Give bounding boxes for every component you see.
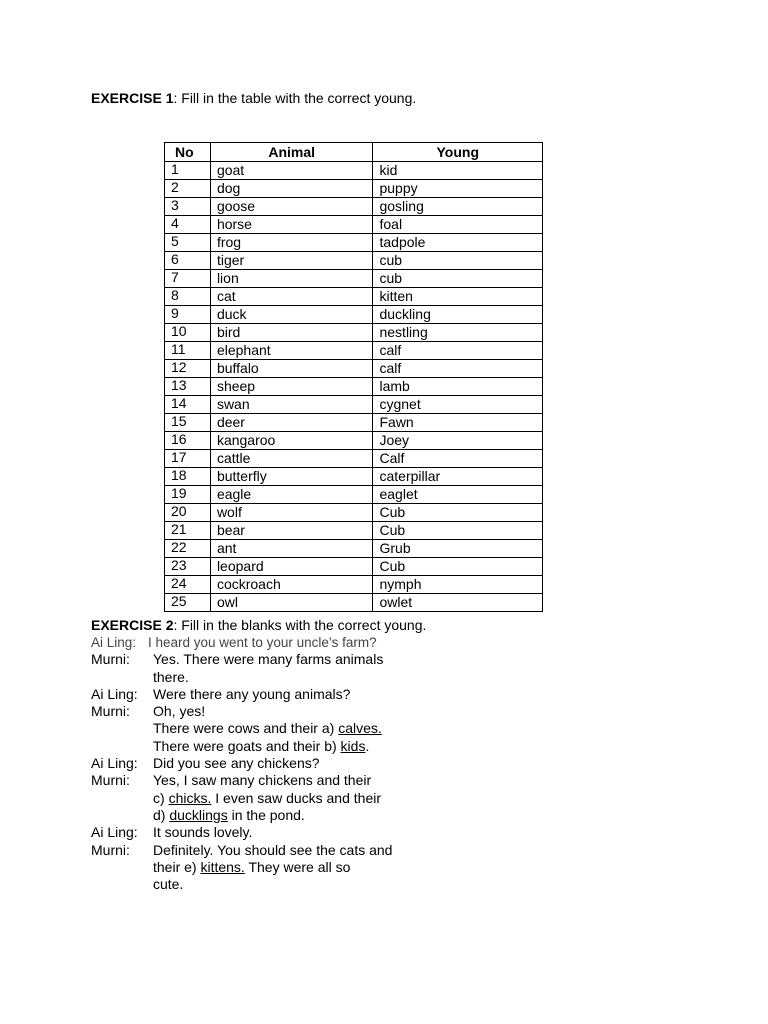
dialogue-fragment: in the pond. bbox=[227, 806, 305, 823]
dialogue-fragment: Definitely. You should see the cats and bbox=[153, 841, 393, 858]
young-cell: eaglet bbox=[373, 486, 543, 504]
animal-cell: bear bbox=[210, 522, 373, 540]
row-number: 20 bbox=[165, 504, 211, 522]
young-cell: nymph bbox=[373, 576, 543, 594]
answer-blank: calves. bbox=[338, 720, 382, 737]
dialogue-text bbox=[153, 686, 350, 703]
table-row bbox=[165, 504, 543, 522]
animal-cell: wolf bbox=[210, 504, 373, 522]
dialogue-text bbox=[153, 807, 305, 824]
dialogue-text bbox=[153, 790, 381, 807]
dialogue-text bbox=[153, 824, 252, 841]
dialogue bbox=[91, 634, 511, 893]
animal-cell: cockroach bbox=[210, 576, 373, 594]
young-cell: foal bbox=[373, 216, 543, 234]
animal-cell: sheep bbox=[210, 378, 373, 396]
dialogue-text bbox=[153, 669, 189, 686]
speaker-name: Ai Ling: bbox=[91, 755, 138, 772]
row-number: 3 bbox=[165, 198, 211, 216]
dialogue-line bbox=[91, 859, 511, 876]
dialogue-fragment: It sounds lovely. bbox=[153, 824, 253, 841]
dialogue-text bbox=[153, 703, 205, 720]
table-row bbox=[165, 180, 543, 198]
animal-cell: butterfly bbox=[210, 468, 373, 486]
table-row bbox=[165, 306, 543, 324]
table-row bbox=[165, 414, 543, 432]
row-number: 21 bbox=[165, 522, 211, 540]
animal-cell: kangaroo bbox=[210, 432, 373, 450]
speaker-name: Ai Ling: bbox=[91, 685, 138, 702]
animal-cell: cattle bbox=[210, 450, 373, 468]
young-animals-table bbox=[164, 142, 543, 612]
row-number: 9 bbox=[165, 306, 211, 324]
dialogue-text bbox=[153, 859, 350, 876]
table-row bbox=[165, 234, 543, 252]
young-cell: Cub bbox=[373, 522, 543, 540]
dialogue-text bbox=[153, 842, 392, 859]
table-row bbox=[165, 450, 543, 468]
dialogue-text bbox=[148, 634, 377, 651]
speaker-name: Murni: bbox=[91, 651, 130, 668]
animal-cell: lion bbox=[210, 270, 373, 288]
animal-cell: dog bbox=[210, 180, 373, 198]
speaker-name: Ai Ling: bbox=[91, 635, 137, 650]
row-number: 11 bbox=[165, 342, 211, 360]
dialogue-line bbox=[91, 703, 511, 720]
exercise-1-instruction: : Fill in the table with the correct young. bbox=[173, 90, 417, 106]
young-cell: cygnet bbox=[373, 396, 543, 414]
animal-cell: deer bbox=[210, 414, 373, 432]
young-cell: owlet bbox=[373, 594, 543, 612]
table-row bbox=[165, 198, 543, 216]
dialogue-fragment: I even saw ducks and their bbox=[211, 789, 382, 806]
animal-cell: buffalo bbox=[210, 360, 373, 378]
header-young: Young bbox=[373, 143, 543, 162]
young-cell: tadpole bbox=[373, 234, 543, 252]
dialogue-text bbox=[153, 876, 183, 893]
young-cell: calf bbox=[373, 360, 543, 378]
young-cell: Fawn bbox=[373, 414, 543, 432]
exercise-1-title bbox=[91, 90, 416, 106]
header-no: No bbox=[165, 143, 211, 162]
speaker-name: Murni: bbox=[91, 703, 130, 720]
young-cell: Grub bbox=[373, 540, 543, 558]
speaker-name: Murni: bbox=[91, 841, 130, 858]
table-row bbox=[165, 270, 543, 288]
table-row bbox=[165, 558, 543, 576]
dialogue-text bbox=[153, 755, 320, 772]
animal-cell: horse bbox=[210, 216, 373, 234]
table-row bbox=[165, 594, 543, 612]
row-number: 15 bbox=[165, 414, 211, 432]
dialogue-line bbox=[91, 634, 511, 651]
dialogue-fragment: Oh, yes! bbox=[153, 703, 206, 720]
row-number: 17 bbox=[165, 450, 211, 468]
dialogue-fragment: . bbox=[365, 737, 370, 754]
table-row bbox=[165, 396, 543, 414]
row-number: 7 bbox=[165, 270, 211, 288]
row-number: 5 bbox=[165, 234, 211, 252]
exercise-2-instruction: : Fill in the blanks with the correct young. bbox=[173, 617, 427, 633]
answer-blank: chicks. bbox=[168, 789, 212, 806]
dialogue-line bbox=[91, 824, 511, 841]
dialogue-fragment: Yes. There were many farms animals bbox=[153, 651, 384, 668]
dialogue-text bbox=[153, 720, 382, 737]
dialogue-fragment: c) bbox=[153, 789, 169, 806]
dialogue-line bbox=[91, 651, 511, 668]
speaker-name: Ai Ling: bbox=[91, 824, 138, 841]
table-row bbox=[165, 486, 543, 504]
row-number: 1 bbox=[165, 162, 211, 180]
answer-blank: ducklings bbox=[169, 806, 228, 823]
row-number: 6 bbox=[165, 252, 211, 270]
animal-cell: cat bbox=[210, 288, 373, 306]
young-cell: Calf bbox=[373, 450, 543, 468]
table-row bbox=[165, 432, 543, 450]
table-row bbox=[165, 216, 543, 234]
animal-cell: owl bbox=[210, 594, 373, 612]
young-cell: Cub bbox=[373, 558, 543, 576]
young-cell: Joey bbox=[373, 432, 543, 450]
row-number: 2 bbox=[165, 180, 211, 198]
table-body bbox=[165, 162, 543, 612]
table-header-row bbox=[165, 143, 543, 162]
table-row bbox=[165, 378, 543, 396]
animal-cell: bird bbox=[210, 324, 373, 342]
row-number: 22 bbox=[165, 540, 211, 558]
table-row bbox=[165, 576, 543, 594]
table-row bbox=[165, 360, 543, 378]
table-row bbox=[165, 522, 543, 540]
speaker-name: Murni: bbox=[91, 772, 130, 789]
answer-blank: kids bbox=[340, 737, 366, 754]
dialogue-fragment: d) bbox=[153, 806, 170, 823]
animal-cell: leopard bbox=[210, 558, 373, 576]
young-cell: lamb bbox=[373, 378, 543, 396]
exercise-2-label: EXERCISE 2 bbox=[91, 617, 174, 633]
animal-cell: duck bbox=[210, 306, 373, 324]
dialogue-fragment: There were cows and their a) bbox=[153, 720, 339, 737]
dialogue-fragment: Yes, I saw many chickens and their bbox=[153, 772, 372, 789]
dialogue-text bbox=[153, 651, 383, 668]
table-row bbox=[165, 288, 543, 306]
dialogue-line bbox=[91, 807, 511, 824]
animal-cell: ant bbox=[210, 540, 373, 558]
exercise-2-title bbox=[91, 617, 426, 633]
young-cell: duckling bbox=[373, 306, 543, 324]
row-number: 19 bbox=[165, 486, 211, 504]
young-cell: caterpillar bbox=[373, 468, 543, 486]
dialogue-fragment: They were all so bbox=[244, 858, 351, 875]
animal-cell: goat bbox=[210, 162, 373, 180]
dialogue-line bbox=[91, 738, 511, 755]
dialogue-fragment: There were goats and their b) bbox=[153, 737, 341, 754]
row-number: 14 bbox=[165, 396, 211, 414]
dialogue-fragment: Did you see any chickens? bbox=[153, 755, 320, 772]
young-cell: calf bbox=[373, 342, 543, 360]
dialogue-text bbox=[153, 772, 371, 789]
row-number: 10 bbox=[165, 324, 211, 342]
table-row bbox=[165, 468, 543, 486]
animal-cell: tiger bbox=[210, 252, 373, 270]
row-number: 23 bbox=[165, 558, 211, 576]
row-number: 25 bbox=[165, 594, 211, 612]
young-cell: cub bbox=[373, 252, 543, 270]
dialogue-line bbox=[91, 772, 511, 789]
dialogue-fragment: I heard you went to your uncle’s farm? bbox=[148, 635, 377, 650]
dialogue-fragment: cute. bbox=[153, 876, 184, 893]
answer-blank: kittens. bbox=[200, 858, 245, 875]
table-row bbox=[165, 324, 543, 342]
table-row bbox=[165, 342, 543, 360]
young-cell: kitten bbox=[373, 288, 543, 306]
animal-cell: goose bbox=[210, 198, 373, 216]
animal-cell: elephant bbox=[210, 342, 373, 360]
table-row bbox=[165, 252, 543, 270]
row-number: 24 bbox=[165, 576, 211, 594]
exercise-1-label: EXERCISE 1 bbox=[91, 90, 174, 106]
row-number: 12 bbox=[165, 360, 211, 378]
young-cell: cub bbox=[373, 270, 543, 288]
dialogue-line bbox=[91, 842, 511, 859]
row-number: 13 bbox=[165, 378, 211, 396]
row-number: 8 bbox=[165, 288, 211, 306]
young-cell: puppy bbox=[373, 180, 543, 198]
row-number: 18 bbox=[165, 468, 211, 486]
table-row bbox=[165, 540, 543, 558]
young-cell: gosling bbox=[373, 198, 543, 216]
animal-cell: frog bbox=[210, 234, 373, 252]
header-animal: Animal bbox=[210, 143, 373, 162]
dialogue-text bbox=[153, 738, 369, 755]
dialogue-line bbox=[91, 686, 511, 703]
animal-cell: eagle bbox=[210, 486, 373, 504]
dialogue-line bbox=[91, 720, 511, 737]
young-cell: nestling bbox=[373, 324, 543, 342]
row-number: 16 bbox=[165, 432, 211, 450]
dialogue-line bbox=[91, 876, 511, 893]
table-row bbox=[165, 162, 543, 180]
dialogue-line bbox=[91, 755, 511, 772]
young-cell: kid bbox=[373, 162, 543, 180]
dialogue-line bbox=[91, 669, 511, 686]
dialogue-fragment: there. bbox=[153, 668, 189, 685]
row-number: 4 bbox=[165, 216, 211, 234]
young-cell: Cub bbox=[373, 504, 543, 522]
dialogue-fragment: Were there any young animals? bbox=[153, 685, 351, 702]
animal-cell: swan bbox=[210, 396, 373, 414]
dialogue-fragment: their e) bbox=[153, 858, 201, 875]
dialogue-line bbox=[91, 790, 511, 807]
